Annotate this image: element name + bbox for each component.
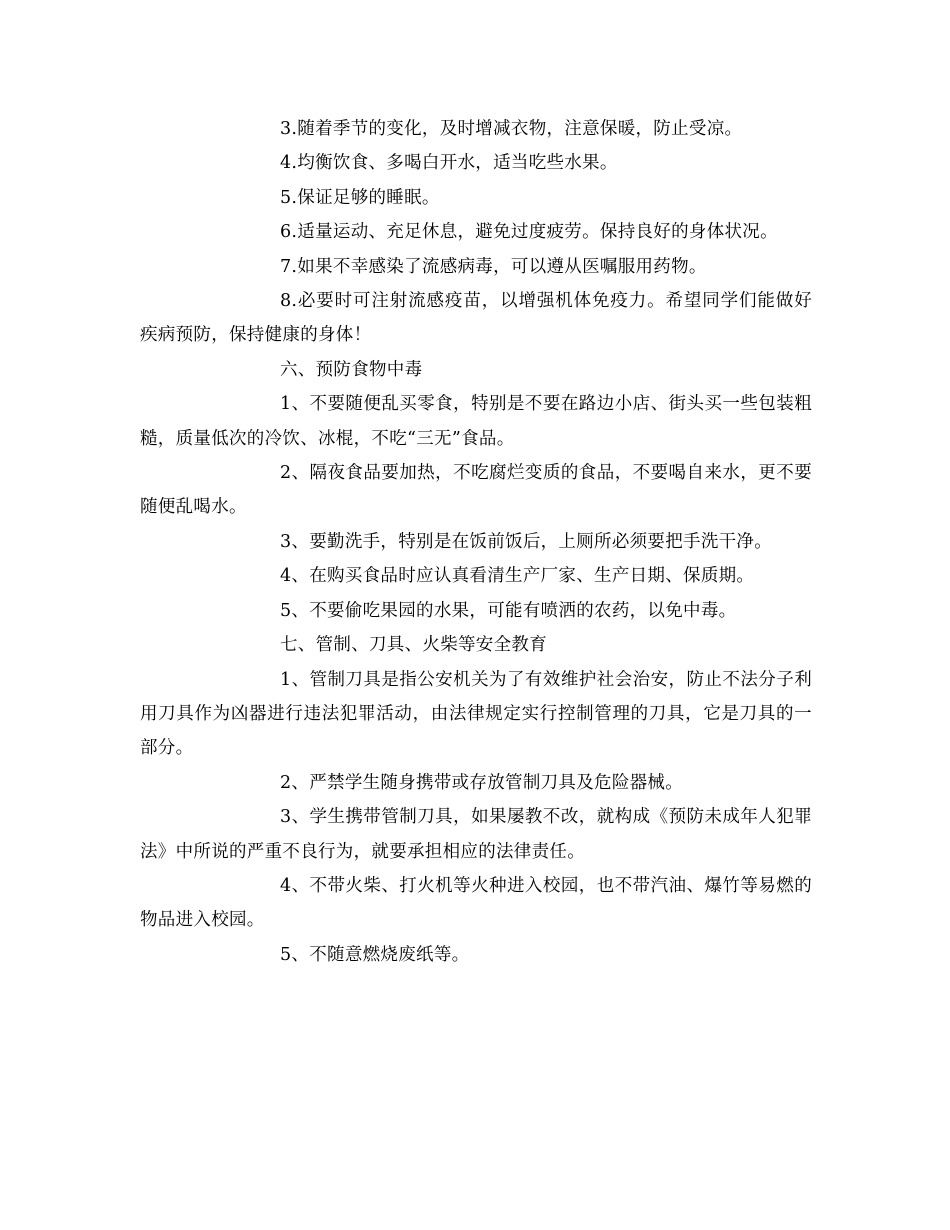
paragraph-flu-tip-3: 3.随着季节的变化，及时增减衣物，注意保暖，防止受凉。 xyxy=(280,119,743,139)
paragraph-flu-tip-5: 5.保证足够的睡眠。 xyxy=(280,187,440,208)
paragraph-knife-tip-3: 3、学生携带管制刀具，如果屡教不改，就构成《预防未成年人犯罪法》中所说的严重不良行为，就要承担相应的法律责任。 xyxy=(140,807,812,862)
paragraph-food-tip-3: 3、要勤洗手，特别是在饭前饭后，上厕所必须要把手洗干净。 xyxy=(280,531,773,552)
paragraph-food-tip-2: 2、隔夜食品要加热，不吃腐烂变质的食品，不要喝自来水，更不要随便乱喝水。 xyxy=(140,463,812,518)
paragraph-flu-tip-4: 4.均衡饮食、多喝白开水，适当吃些水果。 xyxy=(280,153,618,174)
paragraph-flu-tip-7: 7.如果不幸感染了流感病毒，可以遵从医嘱服用药物。 xyxy=(280,256,707,277)
section-heading-food-poisoning: 六、预防食物中毒 xyxy=(280,359,423,380)
document-body xyxy=(140,112,812,972)
paragraph-food-tip-5: 5、不要偷吃果园的水果，可能有喷洒的农药，以免中毒。 xyxy=(280,600,737,621)
paragraph-knife-tip-2: 2、严禁学生随身携带或存放管制刀具及危险器械。 xyxy=(280,772,684,793)
paragraph-knife-tip-1: 1、管制刀具是指公安机关为了有效维护社会治安，防止不法分子利用刀具作为凶器进行违法犯罪活动，由法律规定实行控制管理的刀具，它是刀具的一部分。 xyxy=(140,669,812,759)
paragraph-flu-tip-8: 8.必要时可注射流感疫苗，以增强机体免疫力。希望同学们能做好疾病预防，保持健康的身体！ xyxy=(140,291,812,346)
paragraph-food-tip-4: 4、在购买食品时应认真看清生产厂家、生产日期、保质期。 xyxy=(280,566,755,587)
paragraph-knife-tip-4: 4、不带火柴、打火机等火种进入校园，也不带汽油、爆竹等易燃的物品进入校园。 xyxy=(140,875,812,931)
paragraph-food-tip-1: 1、不要随便乱买零食，特别是不要在路边小店、街头买一些包装粗糙，质量低次的冷饮、冰棍，不吃“三无”食品。 xyxy=(140,394,812,449)
paragraph-flu-tip-6: 6.适量运动、充足休息，避免过度疲劳。保持良好的身体状况。 xyxy=(280,222,778,243)
paragraph-knife-tip-5: 5、不随意燃烧废纸等。 xyxy=(280,944,470,965)
section-heading-knife-safety: 七、管制、刀具、火柴等安全教育 xyxy=(280,635,547,656)
